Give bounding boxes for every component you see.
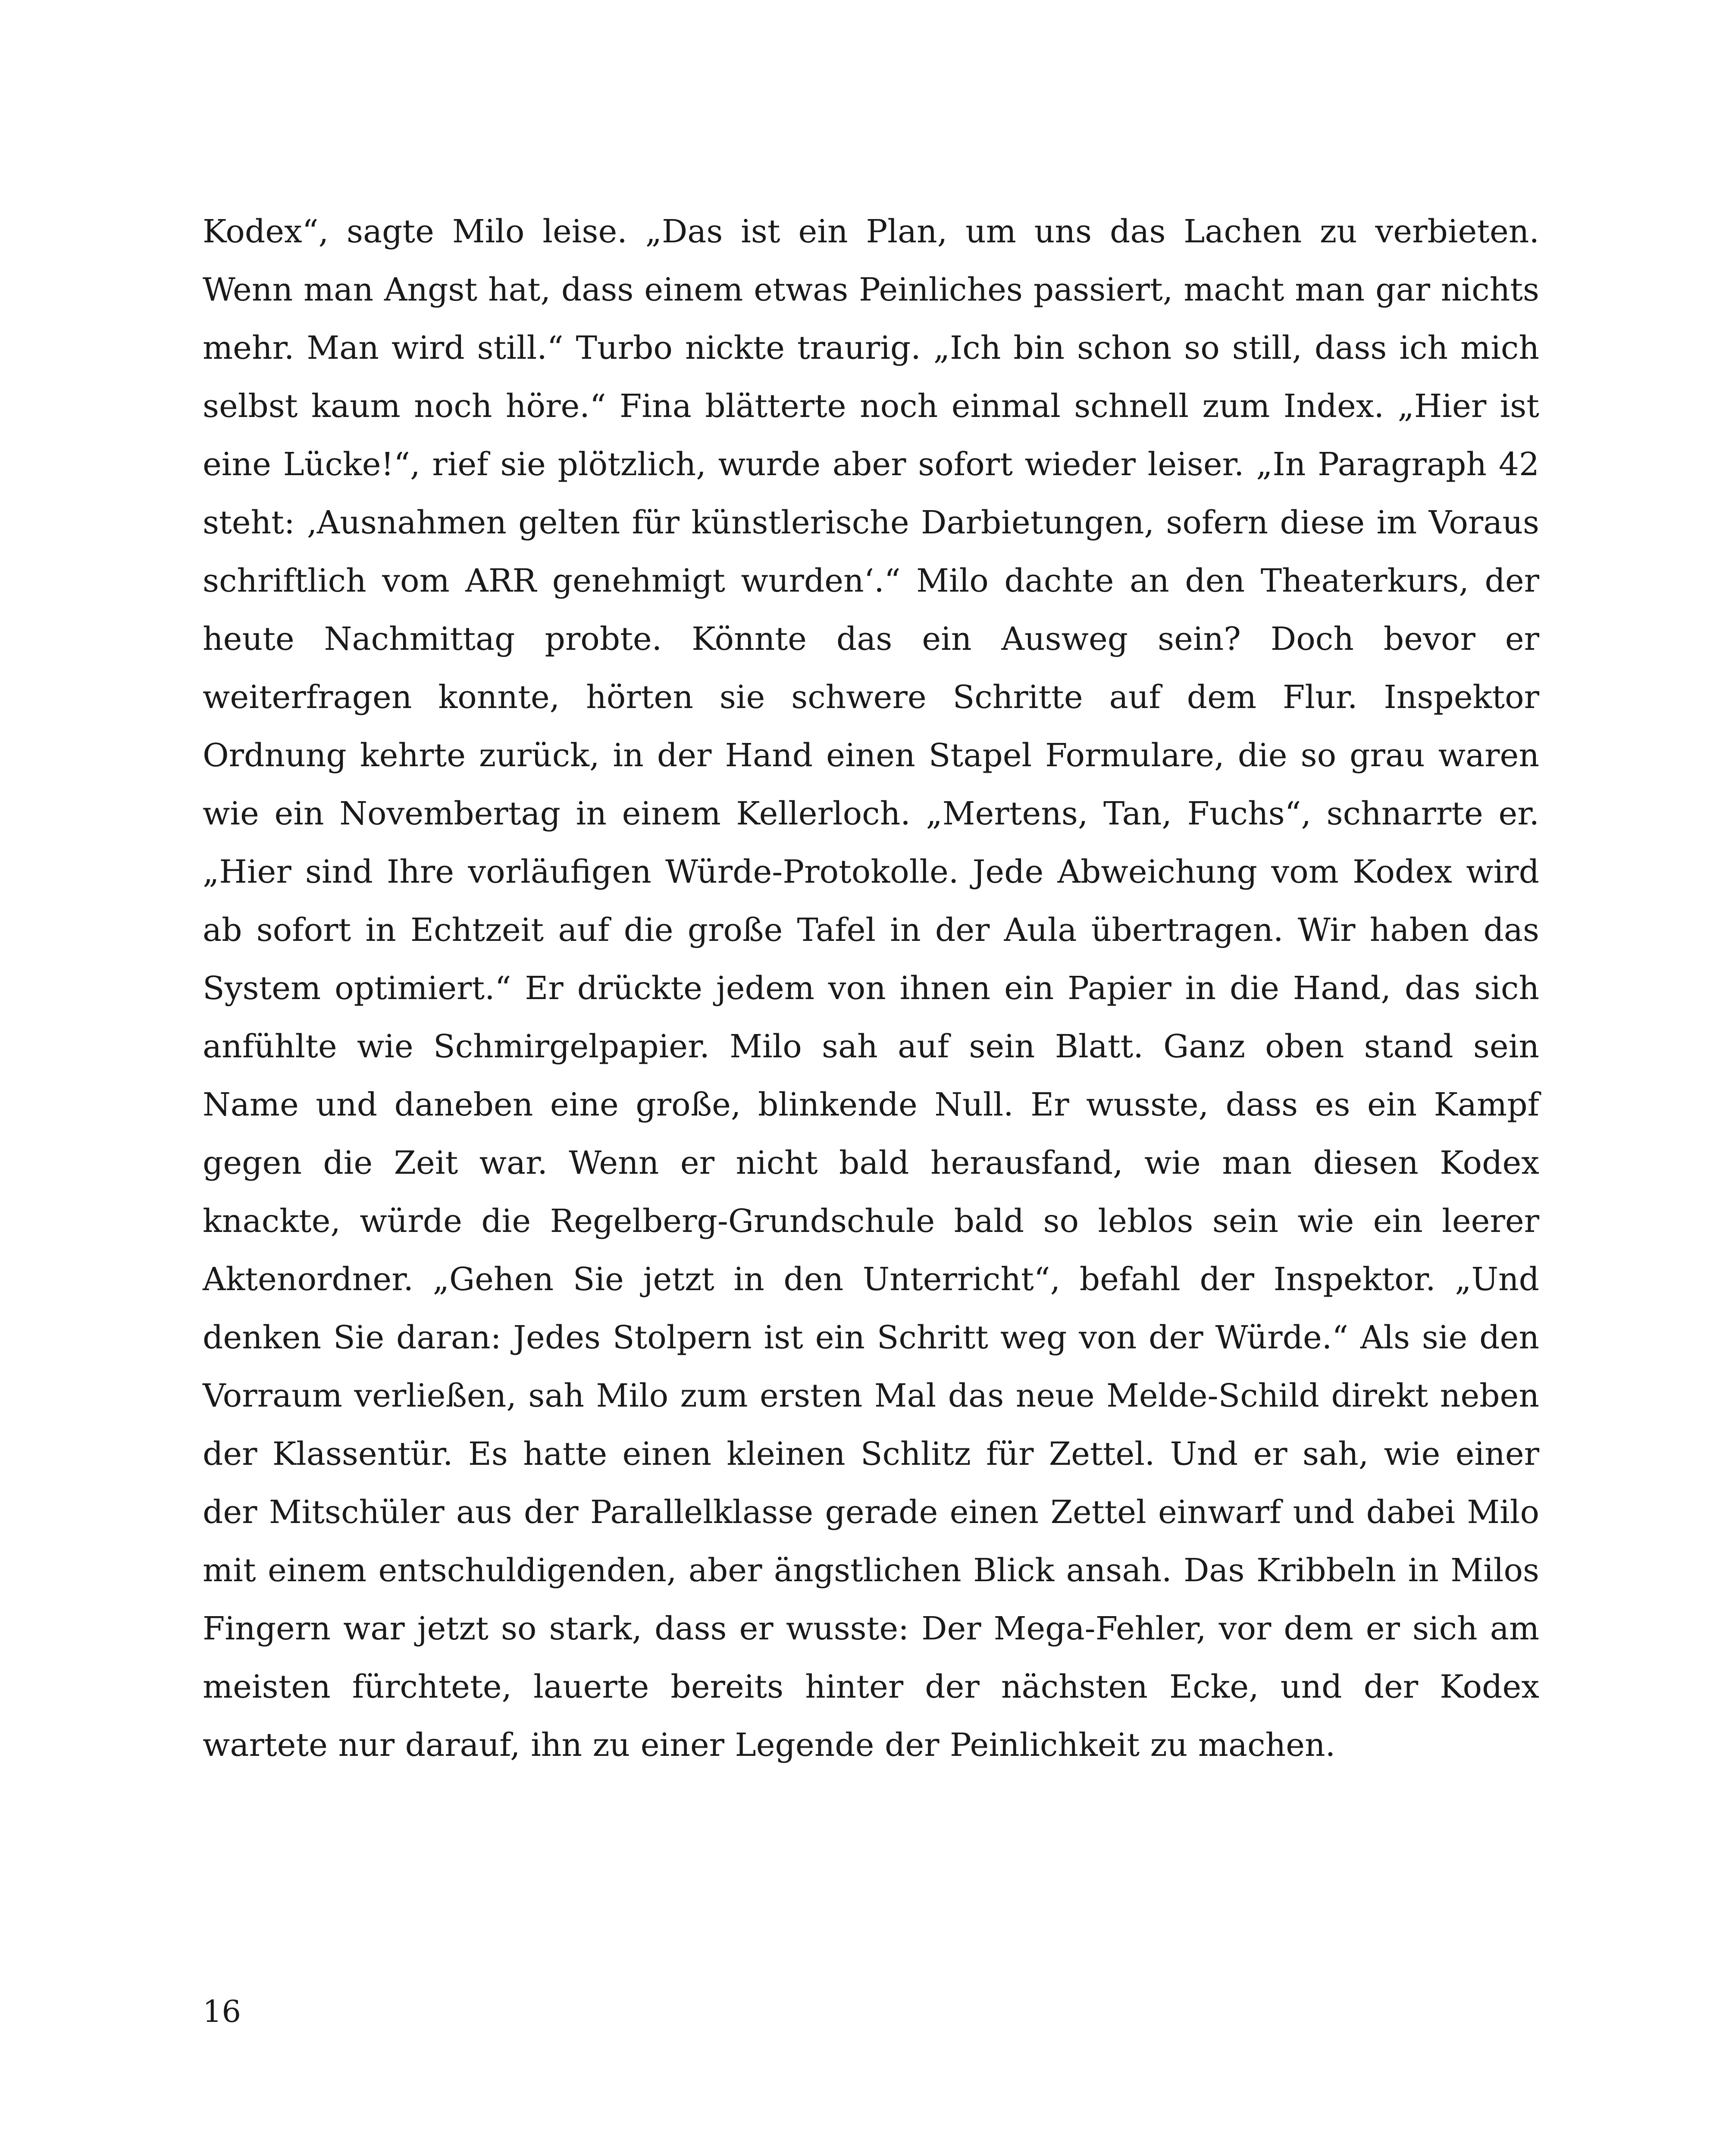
body-paragraph: Kodex“, sagte Milo leise. „Das ist ein Plan, um uns das Lachen zu verbieten. Wenn man Angst hat, dass einem etwas Peinliches passiert, macht man gar nichts mehr. Man wird still.“ Turbo nickte traurig. „Ich bin schon so still, dass ich mich selbst kaum noch höre.“ Fina blätterte noch einmal schnell zum Index. „Hier ist eine Lücke!“, rief sie plötzlich, wurde aber sofort wieder leiser. „In Paragraph 42 steht: ‚Ausnahmen gelten für künstlerische Darbietungen, sofern diese im Voraus schriftlich vom ARR genehmigt wurden‘.“ Milo dachte an den Theaterkurs, der heute Nachmittag probte. Könnte das ein Ausweg sein? Doch bevor er weiterfragen konnte, hörten sie schwere Schritte auf dem Flur. Inspektor Ordnung kehrte zurück, in der Hand einen Stapel Formulare, die so grau waren wie ein Novembertag in einem Kellerloch. „Mertens, Tan, Fuchs“, schnarrte er. „Hier sind Ihre vorläufigen Würde-Protokolle. Jede Abweichung vom Kodex wird ab sofort in Echtzeit auf die große Tafel in der Aula übertragen. Wir haben das System optimiert.“ Er drückte jedem von ihnen ein Papier in die Hand, das sich anfühlte wie Schmirgelpapier. Milo sah auf sein Blatt. Ganz oben stand sein Name und daneben eine große, blinkende Null. Er wusste, dass es ein Kampf gegen die Zeit war. Wenn er nicht bald herausfand, wie man diesen Kodex knackte, würde die Regelberg-Grundschule bald so leblos sein wie ein leerer Aktenordner. „Gehen Sie jetzt in den Unterricht“, befahl der Inspektor. „Und denken Sie daran: Jedes Stolpern ist ein Schritt weg von der Würde.“ Als sie den Vorraum verließen, sah Milo zum ersten Mal das neue Melde-Schild direkt neben der Klassentür. Es hatte einen kleinen Schlitz für Zettel. Und er sah, wie einer der Mitschüler aus der Parallelklasse gerade einen Zettel einwarf und dabei Milo mit einem entschuldigenden, aber ängstlichen Blick ansah. Das Kribbeln in Milos Fingern war jetzt so stark, dass er wusste: Der Mega-Fehler, vor dem er sich am meisten fürchtete, lauerte bereits hinter der nächsten Ecke, und der Kodex wartete nur darauf, ihn zu einer Legende der Peinlichkeit zu machen. (203, 213, 1539, 1764)
page-number: 16 (203, 1994, 241, 2029)
